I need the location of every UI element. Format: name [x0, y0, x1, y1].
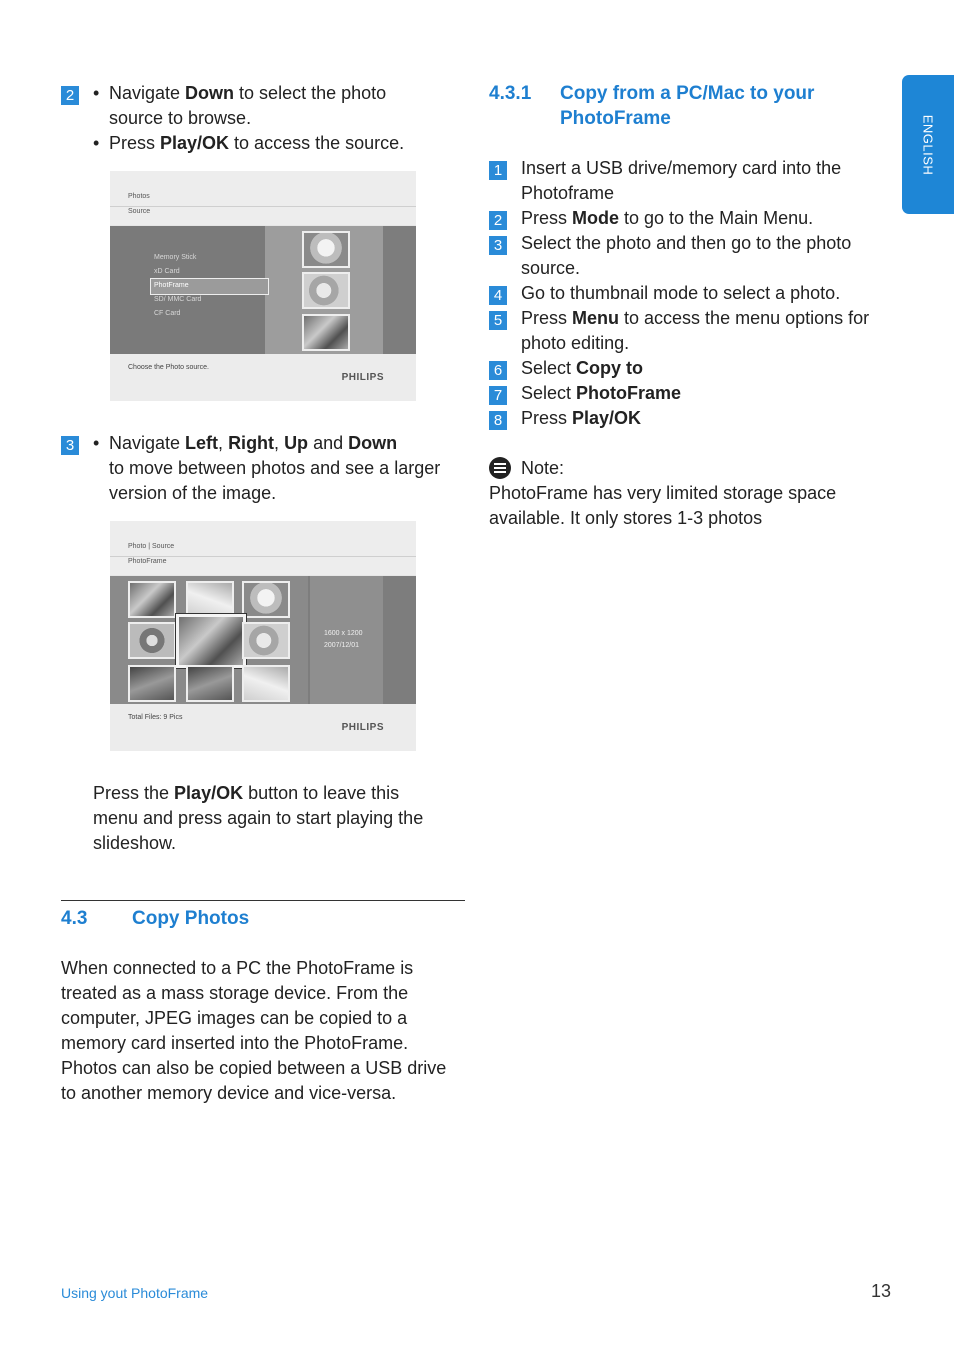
step-2-bullet-2: • Press Play/OK to access the source.	[93, 133, 405, 153]
shot2-header-title: Photo | Source	[128, 543, 175, 550]
photo-thumbnail	[128, 665, 176, 702]
shot1-header-sub: Source	[128, 208, 151, 215]
step-text: Go to thumbnail mode to select a photo.	[521, 283, 841, 303]
step-number: 3	[489, 236, 507, 255]
step-text: Select Copy to	[521, 358, 644, 378]
step-number: 1	[489, 161, 507, 180]
subsection-title: Copy from a PC/Mac to your PhotoFrame	[560, 83, 815, 129]
exit-instructions: Press the Play/OK button to leave this menu and press again to start playing the slideshow.	[93, 783, 424, 853]
source-menu-screenshot	[110, 171, 416, 401]
thumbnail-browser-screenshot	[110, 521, 416, 751]
step-text: Press Mode to go to the Main Menu.	[521, 208, 814, 228]
photo-info-panel	[310, 576, 383, 704]
note-text: PhotoFrame has very limited storage space available. It only stores 1-3 photos	[489, 483, 837, 528]
photo-thumbnail	[128, 581, 176, 618]
photo-thumbnail	[186, 581, 234, 618]
photo-resolution: 1600 x 1200	[324, 630, 363, 637]
step-number: 6	[489, 361, 507, 380]
note-icon	[489, 457, 511, 479]
source-option: CF Card	[154, 310, 181, 317]
shot1-footer-text: Choose the Photo source.	[128, 364, 209, 371]
photo-thumbnail	[242, 622, 290, 659]
shot2-footer-text: Total Files: 9 Pics	[128, 714, 183, 721]
note-label: Note:	[521, 458, 565, 478]
photo-thumbnail	[242, 665, 290, 702]
copy-photos-paragraph: When connected to a PC the PhotoFrame is treated as a mass storage device. From the computer, JPEG images can be copied to a memory card inserted into the PhotoFrame. Photos can also be copied between a USB drive to another memory device and vice-versa.	[61, 958, 447, 1103]
photo-thumbnail	[242, 581, 290, 618]
source-option: SD/ MMC Card	[154, 296, 202, 303]
source-option-selected: PhotFrame	[154, 282, 189, 289]
subsection-number: 4.3.1	[489, 83, 532, 104]
photo-thumbnail	[302, 272, 350, 309]
page-number: 13	[871, 1281, 892, 1301]
language-tab	[902, 75, 954, 214]
philips-logo: PHILIPS	[341, 722, 384, 733]
step-text: Select PhotoFrame	[521, 383, 682, 403]
section-number: 4.3	[61, 908, 88, 929]
source-option: Memory Stick	[154, 254, 197, 261]
shot2-header-sub: PhotoFrame	[128, 558, 167, 565]
photo-thumbnail	[302, 231, 350, 268]
shot1-header-title: Photos	[128, 193, 150, 200]
section-title: Copy Photos	[132, 908, 250, 929]
step-text: Select the photo and then go to the photo source.	[521, 233, 852, 278]
step-number: 4	[489, 286, 507, 305]
section-divider	[61, 900, 465, 901]
photo-thumbnail	[186, 665, 234, 702]
step-number: 2	[489, 211, 507, 230]
step-text: Press Menu to access the menu options for photo editing.	[521, 308, 870, 353]
step-text: Press Play/OK	[521, 408, 642, 428]
step-number: 5	[489, 311, 507, 330]
step-number: 7	[489, 386, 507, 405]
photo-thumbnail	[128, 622, 176, 659]
step-2-number: 2	[61, 86, 79, 105]
source-option: xD Card	[154, 268, 180, 275]
step-number: 8	[489, 411, 507, 430]
footer-section-name: Using yout PhotoFrame	[61, 1285, 209, 1301]
step-3-number: 3	[61, 436, 79, 455]
step-text: Insert a USB drive/memory card into the Photoframe	[521, 158, 842, 203]
step-3-bullet: • Navigate Left, Right, Up and Down to move between photos and see a larger version of the image.	[93, 433, 441, 503]
step-2-bullet-1: • Navigate Down to select the photo source to browse.	[93, 83, 387, 128]
language-tab-label: ENGLISH	[920, 114, 936, 175]
selected-photo-thumbnail	[176, 614, 246, 668]
philips-logo: PHILIPS	[341, 372, 384, 383]
photo-thumbnail	[302, 314, 350, 351]
photo-date: 2007/12/01	[324, 642, 360, 649]
